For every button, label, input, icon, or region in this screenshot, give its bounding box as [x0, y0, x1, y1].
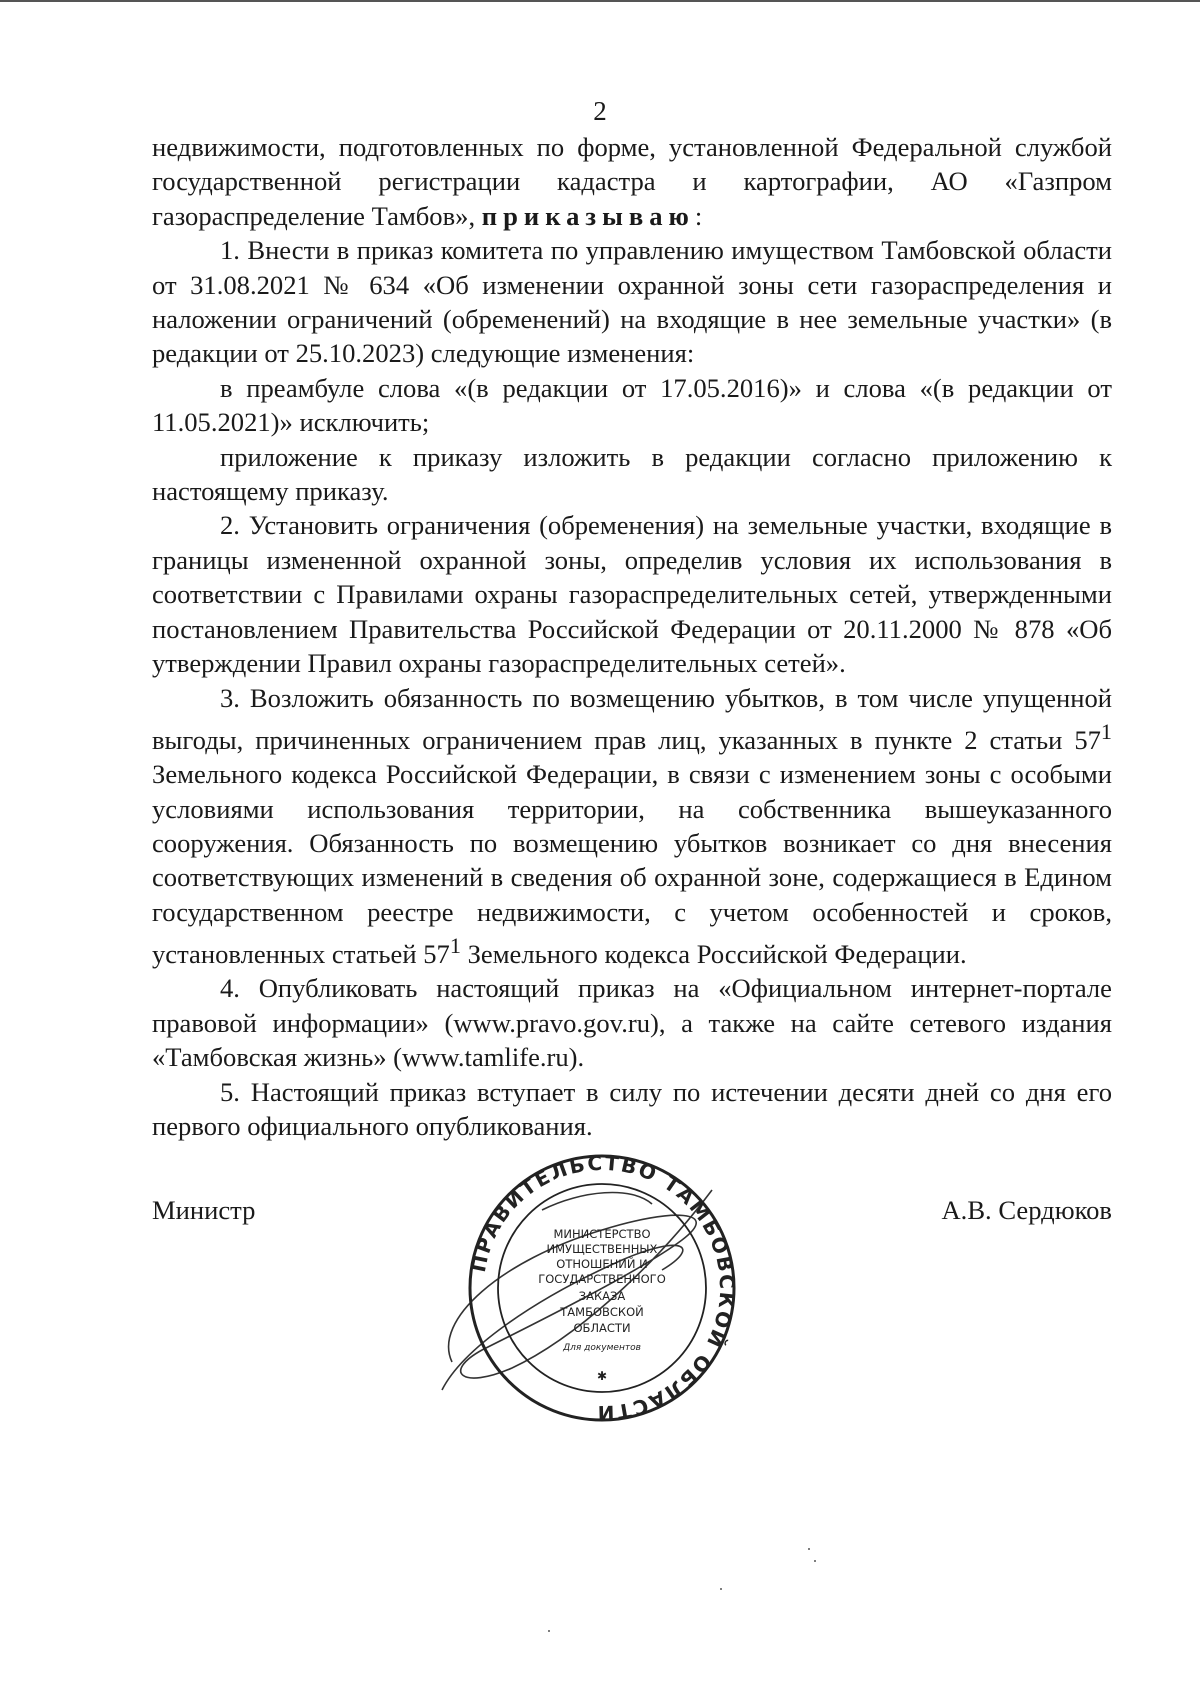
- item-1-appendix: приложение к приказу изложить в редакции согласно приложению к настоящему приказу.: [152, 441, 1112, 507]
- item-5: 5. Настоящий приказ вступает в силу по истечении десяти дней со дня его первого официального опубликования.: [152, 1076, 1112, 1142]
- scan-speck: [814, 1560, 816, 1562]
- item-1: 1. Внести в приказ комитета по управлению имуществом Тамбовской области от 31.08.2021 № 634 «Об изменении охранной зоны сети газораспределения и наложении ограничений (обременений) на входящие в нее земельные участки» (в редакции от 25.10.2023) следующие изменения:: [152, 235, 1112, 369]
- item-3-part-1: 3. Возложить обязанность по возмещению убытков, в том числе упущенной выгоды, причиненных ограничением прав лиц, указанных в пункте 2 статьи 57: [152, 682, 1112, 755]
- item-1-preamble: в преамбуле слова «(в редакции от 17.05.2016)» и слова «(в редакции от 11.05.2021)» исключить;: [152, 372, 1112, 438]
- scan-speck: [808, 1548, 810, 1550]
- seal-line: ЗАКАЗА: [578, 1289, 626, 1303]
- scan-speck: [548, 1630, 550, 1632]
- seal-inner-lines: [538, 1227, 666, 1353]
- signatory-title: Министр: [152, 1195, 256, 1225]
- seal-line: ОБЛАСТИ: [573, 1321, 631, 1335]
- seal-line: ИМУЩЕСТВЕННЫХ: [546, 1242, 658, 1256]
- article-superscript-1: 1: [1100, 718, 1112, 744]
- seal-star-icon: ✱: [596, 1369, 608, 1383]
- item-3-part-3: Земельного кодекса Российской Федерации.: [460, 939, 967, 970]
- item-3-part-2: Земельного кодекса Российской Федерации, в связи с изменением зоны с особыми условиями использования территории, на собственника вышеуказанного сооружения. Обязанность по возмещению убытков возникает со дня внесения соответствующих изменений в сведения об охранной зоне, содержащиеся в Едином государственном реестре недвижимости, с учетом особенностей и сроков, установленных статьей 57: [152, 759, 1112, 970]
- item-2: 2. Установить ограничения (обременения) на земельные участки, входящие в границы измененной охранной зоны, определив условия их использования в соответствии с Правилами охраны газораспределительных сетей, утвержденными постановлением Правительства Российской Федерации от 20.11.2000 № 878 «Об утверждении Правил охраны газораспределительных сетей».: [152, 510, 1112, 679]
- order-word: приказываю: [481, 200, 695, 231]
- seal-line: ГОСУДАРСТВЕННОГО: [538, 1272, 666, 1286]
- scan-speck: [720, 1588, 722, 1590]
- order-body: [152, 130, 1112, 1144]
- intro-text: недвижимости, подготовленных по форме, установленной Федеральной службой государственной регистрации кадастра и картографии, АО «Газпром газораспределение Тамбов»,: [152, 132, 1112, 231]
- item-3: [152, 681, 1112, 972]
- seal-bottom-text: Для документов: [563, 1343, 641, 1353]
- seal-line: ОТНОШЕНИЙ И: [556, 1257, 648, 1271]
- item-4: 4. Опубликовать настоящий приказ на «Официальном интернет-портале правовой информации» (www.pravo.gov.ru), а также на сайте сетевого издания «Тамбовская жизнь» (www.tamlife.ru).: [152, 973, 1112, 1073]
- intro-end: :: [694, 200, 703, 231]
- seal-outer-text: ПРАВИТЕЛЬСТВО ТАМБОВСКОЙ ОБЛАСТИ: [465, 1150, 740, 1426]
- official-seal-with-signature: [422, 1150, 782, 1430]
- seal-line: ТАМБОВСКОЙ: [560, 1305, 644, 1319]
- signatory-name: А.В. Сердюков: [941, 1195, 1112, 1225]
- handwritten-signature: [442, 1190, 712, 1390]
- seal-line: МИНИСТЕРСТВО: [553, 1227, 651, 1241]
- top-edge-line: [0, 0, 1200, 2]
- intro-paragraph: [152, 130, 1112, 233]
- article-superscript-2: 1: [449, 933, 461, 959]
- page-number: 2: [593, 96, 607, 126]
